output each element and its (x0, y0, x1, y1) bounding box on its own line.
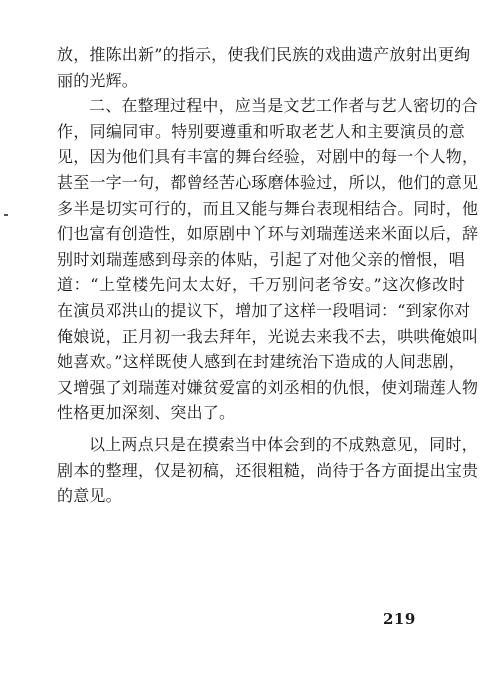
text-line: 性格更加深刻、突出了。 (57, 403, 236, 423)
text-line: 道：“上堂楼先问太太好，千万别问老爷安。”这次修改时 (57, 275, 465, 295)
text-line: 又增强了刘瑞莲对嫌贫爱富的刘丞相的仇恨，使刘瑞莲人物 (57, 377, 479, 397)
text-line: 作，同编同审。特别要遵重和听取老艺人和主要演员的意 (57, 121, 465, 141)
text-line: 在演员邓洪山的提议下，增加了这样一段唱词：“到家你对 (57, 300, 471, 320)
text-line: 多半是切实可行的，而且又能与舞台表现相结合。同时，他 (57, 198, 479, 218)
binding-mark (4, 214, 8, 216)
body-text (57, 42, 479, 509)
text-line: 别时刘瑞莲感到母亲的体贴，引起了对他父亲的憎恨，唱 (57, 249, 465, 269)
page-number: 219 (383, 610, 416, 628)
text-line: 的意见。 (57, 486, 122, 506)
text-line: 俺娘说，正月初一我去拜年，光说去来我不去，哄哄俺娘叫 (57, 326, 479, 346)
text-line: 见，因为他们具有丰富的舞台经验，对剧中的每一个人物， (57, 147, 479, 167)
text-line: 她喜欢。”这样既使人感到在封建统治下造成的人间悲剧， (57, 352, 465, 372)
text-line: 剧本的整理，仅是初稿，还很粗糙，尚待于各方面提出宝贵 (57, 460, 479, 480)
text-line: 们也富有创造性，如原剧中丫环与刘瑞莲送来米面以后，辞 (57, 224, 479, 244)
text-line: 放，推陈出新”的指示，使我们民族的戏曲遗产放射出更绚 (57, 45, 471, 64)
text-line: 以上两点只是在摸索当中体会到的不成熟意见，同时， (89, 434, 478, 454)
text-line: 甚至一字一句，都曾经苦心琢磨体验过，所以，他们的意见 (57, 172, 479, 192)
text-line: 丽的光辉。 (57, 70, 139, 90)
text-line: 二、在整理过程中，应当是文艺工作者与艺人密切的合 (89, 96, 478, 116)
